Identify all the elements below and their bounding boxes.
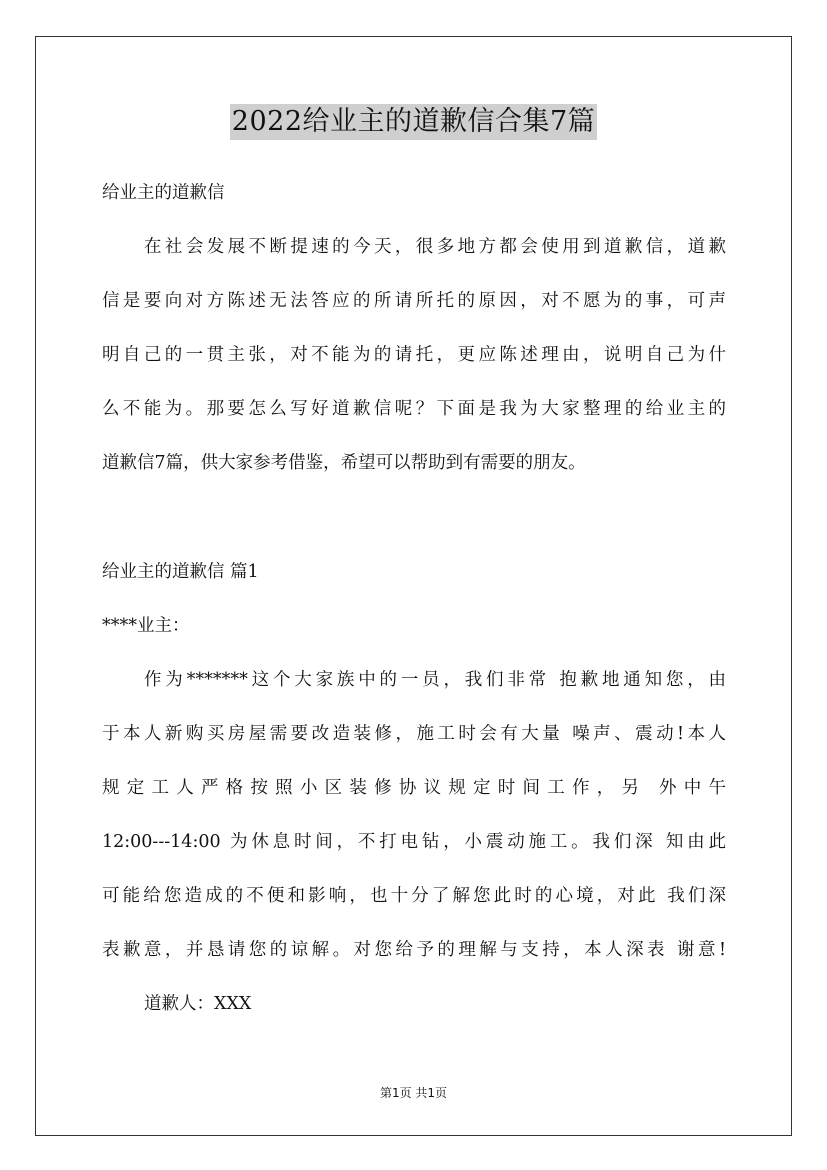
signature: 道歉人：XXX	[144, 994, 252, 1014]
letter-body	[102, 668, 726, 992]
intro-paragraph	[102, 235, 726, 505]
title-container	[0, 104, 827, 140]
letter-heading: 给业主的道歉信 篇1	[102, 562, 259, 582]
paragraph-line: 规定工人严格按照小区装修协议规定时间工作，另 外中午	[102, 778, 726, 798]
paragraph-line: 表歉意，并恳请您的谅解。对您给予的理解与支持，本人深表 谢意!	[102, 940, 726, 960]
paragraph-line: 道歉信7篇，供大家参考借鉴，希望可以帮助到有需要的朋友。	[102, 453, 586, 473]
page-footer: 第1页 共1页	[379, 1086, 448, 1100]
paragraph-line: 么不能为。那要怎么写好道歉信呢？下面是我为大家整理的给业主的	[102, 399, 726, 419]
paragraph-line: 在社会发展不断提速的今天，很多地方都会使用到道歉信，道歉	[144, 237, 726, 257]
document-title: 2022给业主的道歉信合集7篇	[230, 104, 597, 140]
paragraph-line: 12:00---14:00 为休息时间，不打电钻，小震动施工。我们深 知由此	[102, 832, 726, 852]
paragraph-line: 作为*******这个大家族中的一员，我们非常 抱歉地通知您，由	[144, 670, 726, 690]
paragraph-line: 可能给您造成的不便和影响，也十分了解您此时的心境，对此 我们深	[102, 886, 726, 906]
paragraph-line: 明自己的一贯主张，对不能为的请托，更应陈述理由，说明自己为什	[102, 345, 726, 365]
paragraph-line: 于本人新购买房屋需要改造装修，施工时会有大量 噪声、震动!本人	[102, 724, 726, 744]
paragraph-line: 信是要向对方陈述无法答应的所请所托的原因，对不愿为的事，可声	[102, 291, 726, 311]
section-heading: 给业主的道歉信	[102, 183, 225, 203]
salutation: ****业主：	[102, 616, 190, 636]
